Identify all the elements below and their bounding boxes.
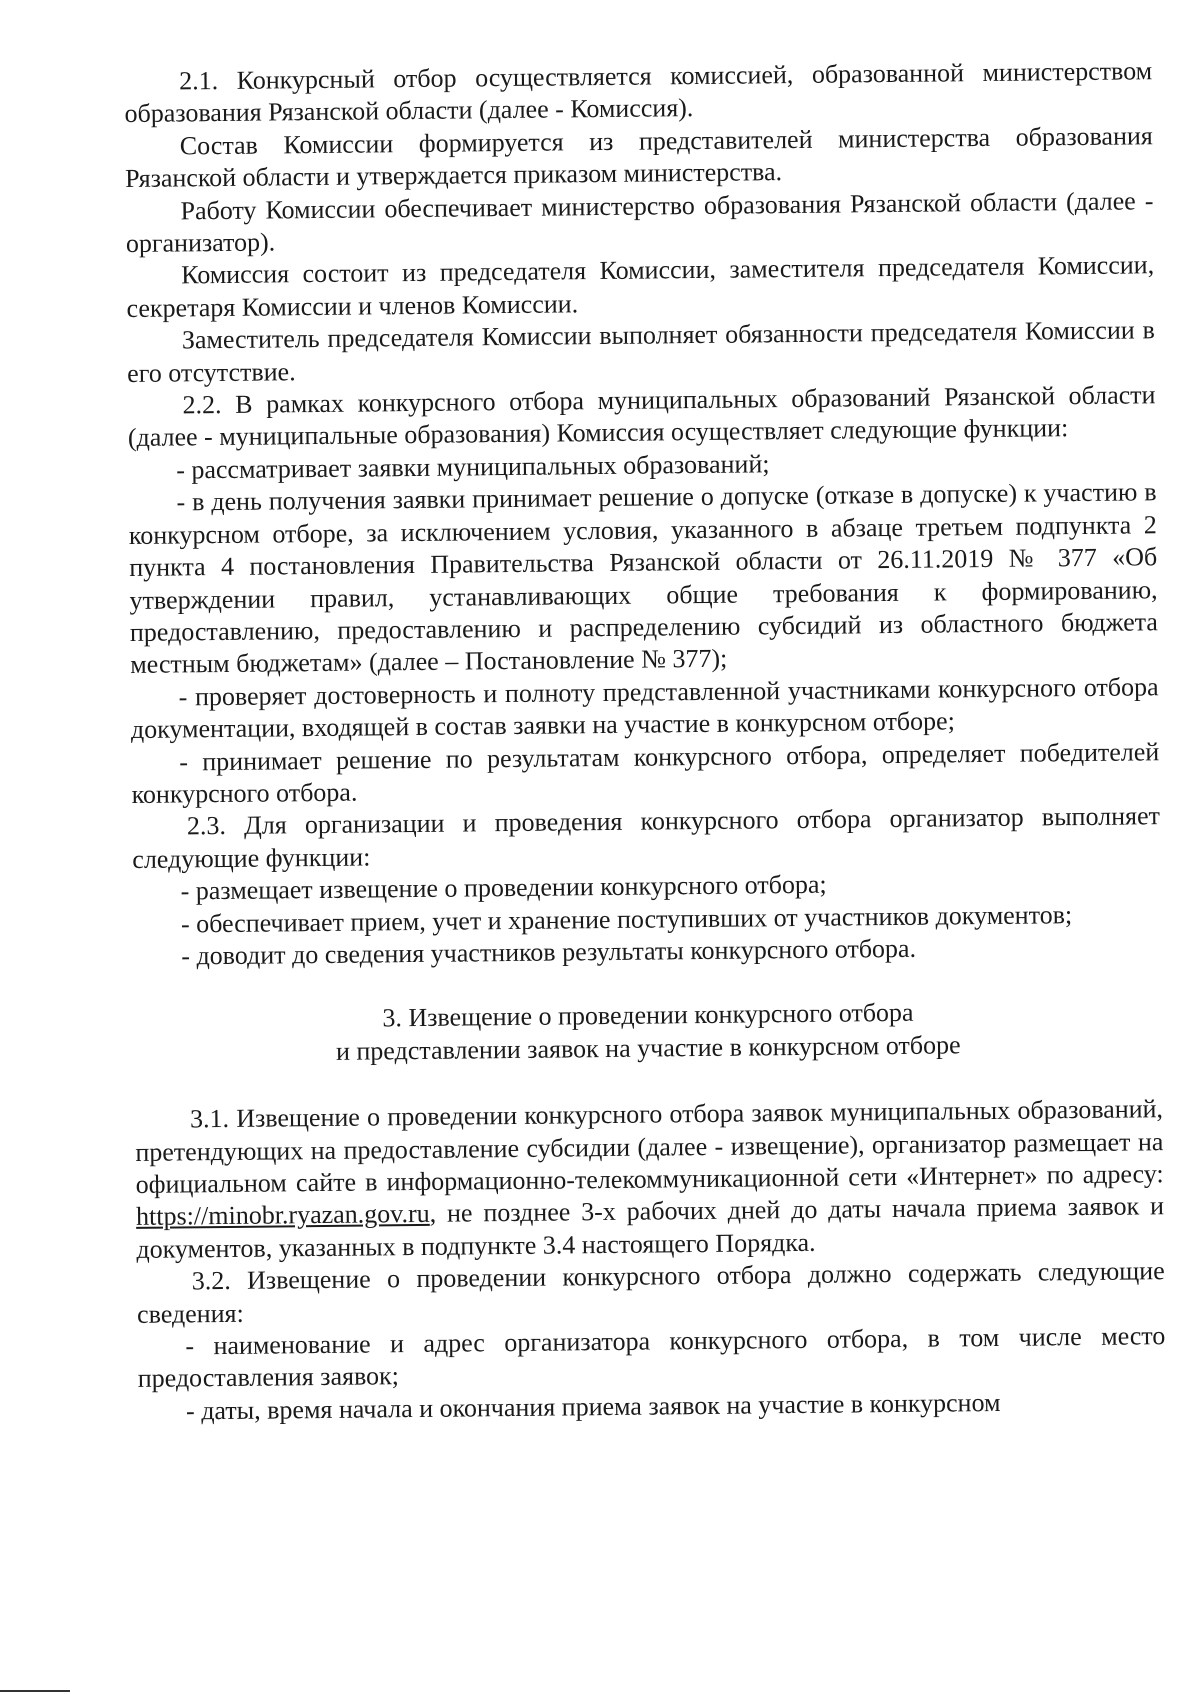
paragraph-3-2: 3.2. Извещение о проведении конкурсного отбора должно содержать следующие сведения: — [136, 1256, 1165, 1329]
list-item-communicate-results: - доводит до сведения участников результаты конкурсного отбора. — [181, 933, 917, 971]
list-item-accept-documents: - обеспечивает прием, учет и хранение поступивших от участников документов; — [180, 899, 1073, 939]
paragraph-2-1: 2.1. Конкурсный отбор осуществляется комиссией, образованной министерством образования Рязанской области (далее - Комиссия). — [124, 56, 1153, 129]
page-edge-rule — [0, 1690, 70, 1692]
ministry-website-link[interactable]: https://minobr.ryazan.gov.ru — [135, 1199, 430, 1232]
list-item-review-applications: - рассматривает заявки муниципальных образований; — [176, 449, 770, 485]
paragraph-2-3: 2.3. Для организации и проведения конкурсного отбора организатор выполняет следующие функции: — [132, 801, 1161, 874]
paragraph-3-1-text-end: , не позднее 3-х рабочих дней до даты начала приема заявок и документов, указанных в подпункте 3.4 настоящего Порядка. — [136, 1191, 1165, 1264]
list-item-publish-notice: - размещает извещение о проведении конкурсного отбора; — [180, 869, 827, 906]
section-3-heading-line1: 3. Извещение о проведении конкурсного отбора — [382, 998, 914, 1033]
paragraph-3-1-text-start: 3.1. Извещение о проведении конкурсного отбора заявок муниципальных образований, претендующих на предоставление субсидии (далее - извещение), организатор размещает на официальном сайте в информационно-телекоммуникационной сети «Интернет» по адресу: — [135, 1094, 1164, 1199]
paragraph-3-1 — [135, 1093, 1165, 1266]
list-item-verify-documentation: - проверяет достоверность и полноту представленной участниками конкурсного отбора документации, входящей в состав заявки на участие в конкурсном отборе; — [130, 671, 1159, 745]
document-body — [124, 55, 1166, 1428]
list-item-organizer-address: - наименование и адрес организатора конкурсного отбора, в том числе место предоставления заявок; — [137, 1321, 1166, 1394]
section-3-heading-line2: и представлении заявок на участие в конкурсном отборе — [335, 1030, 961, 1066]
list-item-application-dates: - даты, время начала и окончания приема заявок на участие в конкурсном — [185, 1387, 1001, 1426]
paragraph-commission-composition: Состав Комиссии формируется из представителей министерства образования Рязанской области и утверждается приказом министерства. — [125, 121, 1153, 194]
list-item-determine-winners: - принимает решение по результатам конкурсного отбора, определяет победителей конкурсного отбора. — [131, 736, 1160, 809]
paragraph-2-2: 2.2. В рамках конкурсного отбора муниципальных образований Рязанской области (далее - муниципальные образования) Комиссия осуществляет следующие функции: — [127, 380, 1156, 453]
paragraph-deputy-chairman: Заместитель председателя Комиссии выполняет обязанности председателя Комиссии в его отсутствие. — [127, 315, 1155, 388]
section-3-heading — [134, 995, 1163, 1071]
paragraph-commission-members: Комиссия состоит из председателя Комиссии, заместителя председателя Комиссии, секретаря Комиссии и членов Комиссии. — [126, 250, 1155, 323]
list-item-admission-decision: - в день получения заявки принимает решение о допуске (отказе в допуске) к участию в конкурсном отборе, за исключением условия, указанного в абзаце третьем подпункта 2 пункта 4 постановления Правительства Рязанской области от 26.11.2019 № 377 «Об утверждении правил, устанавливающих общие требования к формированию, предоставлению, предоставлению и распределению субсидий из областного бюджета местным бюджетам» (далее – Постановление № 377); — [128, 477, 1159, 680]
paragraph-commission-organizer: Работу Комиссии обеспечивает министерство образования Рязанской области (далее - организатор). — [125, 185, 1154, 259]
